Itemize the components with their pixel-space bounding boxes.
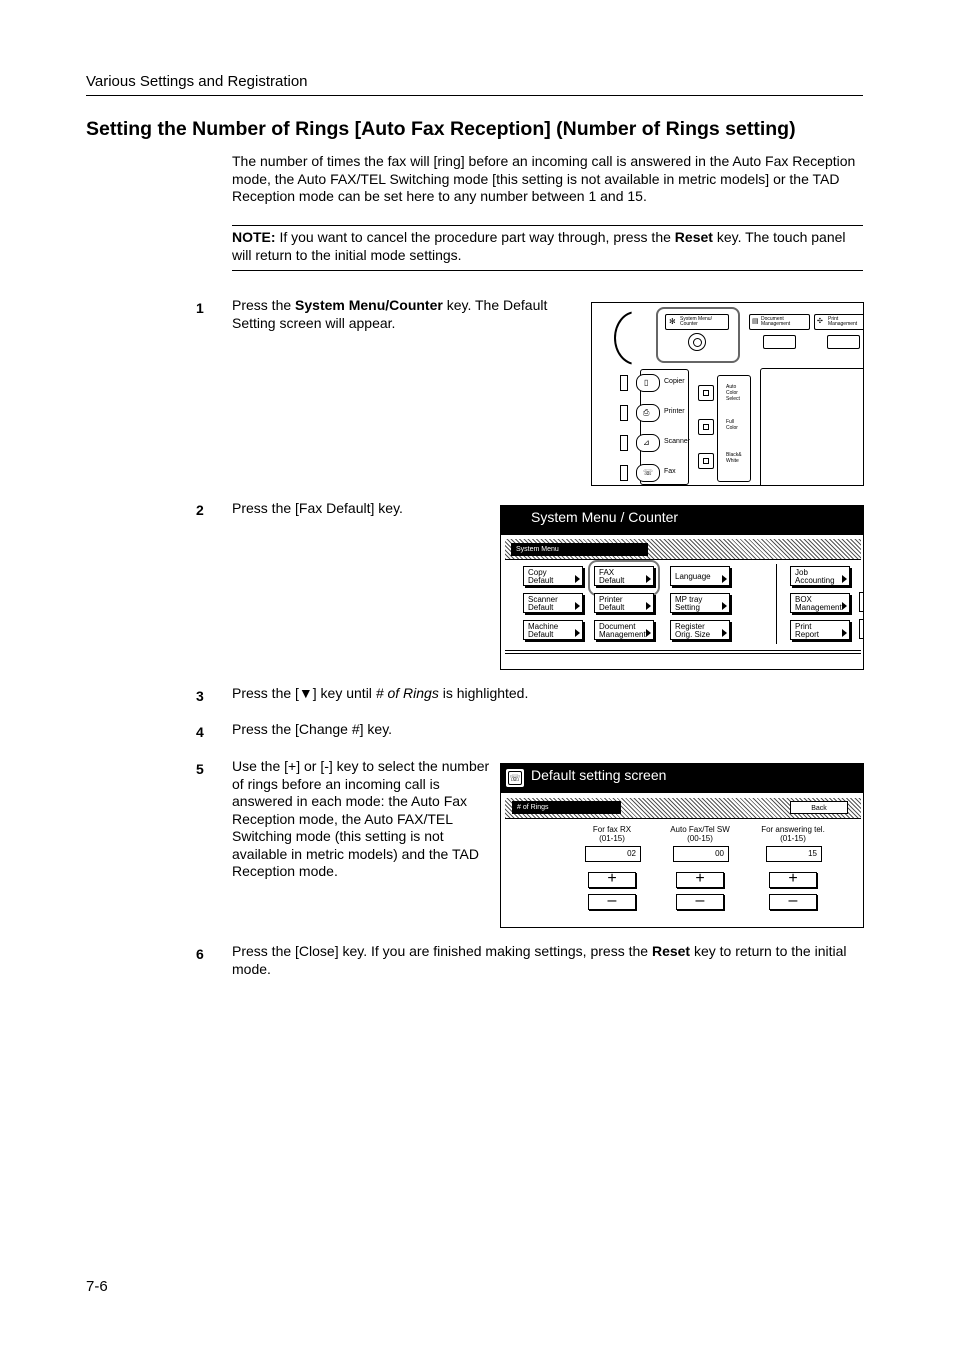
menu-key-label: Job Accounting xyxy=(795,568,835,585)
minus-button[interactable]: – xyxy=(676,894,724,910)
panel-arc xyxy=(614,311,658,365)
menu-divider xyxy=(776,564,777,644)
ring-count-value: 00 xyxy=(673,846,729,862)
copier-key[interactable] xyxy=(636,374,660,392)
step-number: 1 xyxy=(196,300,204,316)
arrow-right-icon xyxy=(575,602,580,610)
menu-key[interactable] xyxy=(523,620,583,640)
touch-panel-area xyxy=(760,368,864,486)
step-text: Use the [+] or [-] key to select the number of rings before an incoming call is answered in each mode: the Auto Fax Reception mode, the Auto FAX/TEL Switching mode (this setting is not available in metric models) and the TAD Reception mode. xyxy=(232,758,490,879)
menu-key-label: FAX Default xyxy=(599,568,625,585)
copier-label: Copier xyxy=(664,378,685,385)
step-text: Press the [Fax Default] key. xyxy=(232,500,403,516)
step-number: 4 xyxy=(196,724,204,740)
arrow-right-icon xyxy=(842,629,847,637)
step-key: System Menu/Counter xyxy=(295,297,443,313)
system-menu-counter-key[interactable] xyxy=(665,314,729,330)
scanner-icon: ⊿ xyxy=(643,438,650,447)
step-text: Press the [Change #] key. xyxy=(232,721,393,737)
print-icon: ✣ xyxy=(817,318,823,325)
system-menu-label: System Menu/ Counter xyxy=(680,316,712,327)
step-number: 6 xyxy=(196,946,204,962)
step-text-post: key. The Default Setting screen will appear. xyxy=(232,297,548,331)
fax-icon: ☏ xyxy=(643,468,654,477)
print-management-key[interactable] xyxy=(814,314,864,330)
full-color-key[interactable] xyxy=(698,419,714,435)
scanner-label: Scanner xyxy=(664,438,691,445)
menu-key[interactable] xyxy=(670,566,730,586)
menu-key-label: Printer Default xyxy=(599,595,625,612)
menu-key[interactable] xyxy=(594,620,654,640)
menu-key-label: Print Report xyxy=(795,622,820,639)
step-text-post: key to return to the initial mode. xyxy=(232,943,847,977)
ring-column-label: For fax RX (01-15) xyxy=(592,825,632,843)
step-text-pre: Press the [Close] key. If you are finished making settings, press the xyxy=(232,943,652,959)
screen-title: System Menu / Counter xyxy=(531,509,679,525)
step-text xyxy=(232,943,864,978)
menu-key[interactable] xyxy=(670,620,730,640)
note-block xyxy=(232,229,863,264)
printer-label: Printer xyxy=(664,408,685,415)
default-setting-screen xyxy=(500,763,864,928)
menu-key-label: Register Orig. Size xyxy=(675,622,711,639)
minus-button[interactable]: – xyxy=(588,894,636,910)
operation-panel-illustration xyxy=(591,302,864,486)
mode-indicator xyxy=(620,375,628,391)
menu-key-label: Language xyxy=(675,572,711,581)
arrow-right-icon xyxy=(722,602,727,610)
arrow-right-icon xyxy=(842,575,847,583)
menu-key-label: Document Management xyxy=(599,622,646,639)
auto-color-key[interactable] xyxy=(698,385,714,401)
tab-rule xyxy=(505,818,861,819)
indicator-circle xyxy=(688,333,706,351)
ring-column-label: Auto Fax/Tel SW (00-15) xyxy=(670,825,730,843)
fax-key[interactable] xyxy=(636,464,660,482)
printer-icon: ⎙ xyxy=(643,408,650,417)
minus-button[interactable]: – xyxy=(769,894,817,910)
note-key: Reset xyxy=(674,229,713,245)
note-label: NOTE: xyxy=(232,229,276,245)
fax-icon: ☏ xyxy=(506,769,524,787)
step-number: 2 xyxy=(196,502,204,518)
ring-count-value: 15 xyxy=(766,846,822,862)
menu-key[interactable] xyxy=(790,620,850,640)
step-text-post: is highlighted. xyxy=(438,685,529,701)
document-management-key[interactable] xyxy=(749,314,810,330)
menu-key[interactable] xyxy=(790,593,850,613)
tab-number-of-rings[interactable]: # of Rings xyxy=(512,801,621,814)
menu-key-label: BOX Management xyxy=(795,595,842,612)
note-bottom-rule xyxy=(232,270,863,271)
document-management-label: Document Management xyxy=(761,316,791,327)
arrow-right-icon xyxy=(646,602,651,610)
gear-icon: ✻ xyxy=(669,317,676,326)
arrow-right-icon xyxy=(646,629,651,637)
system-menu-screen xyxy=(500,505,864,670)
arrow-right-icon xyxy=(722,629,727,637)
ring-count-value: 02 xyxy=(585,846,641,862)
black-white-key[interactable] xyxy=(698,453,714,469)
menu-key[interactable] xyxy=(594,593,654,613)
step-number: 5 xyxy=(196,761,204,777)
mode-indicator xyxy=(620,465,628,481)
screen-title-bar xyxy=(501,764,863,793)
document-small-key[interactable] xyxy=(763,335,796,349)
tab-system-menu[interactable]: System Menu xyxy=(511,543,648,556)
printer-key[interactable] xyxy=(636,404,660,422)
menu-key-label: MP tray Setting xyxy=(675,595,703,612)
note-text-1: If you want to cancel the procedure part way through, press the xyxy=(275,229,675,245)
step-key: Reset xyxy=(651,943,691,959)
page-title: Setting the Number of Rings [Auto Fax Reception] (Number of Rings setting) xyxy=(86,118,796,140)
step-text-pre: Press the [▼] key until xyxy=(232,685,376,701)
running-header: Various Settings and Registration xyxy=(86,73,308,90)
screen-title-bar xyxy=(501,506,863,535)
arrow-right-icon xyxy=(575,575,580,583)
menu-key[interactable] xyxy=(790,566,850,586)
arrow-right-icon xyxy=(842,602,847,610)
arrow-right-icon xyxy=(575,629,580,637)
step-text xyxy=(232,685,832,703)
black-white-label: Black& White xyxy=(726,452,742,464)
plus-button[interactable]: + xyxy=(769,872,817,888)
full-color-label: Full Color xyxy=(726,419,738,431)
step-text xyxy=(232,297,567,332)
plus-button[interactable]: + xyxy=(676,872,724,888)
print-small-key[interactable] xyxy=(827,335,860,349)
header-rule xyxy=(86,95,863,96)
intro-paragraph: The number of times the fax will [ring] before an incoming call is answered in the Auto Fax Reception mode, the Auto FAX/TEL Switching mode [this setting is not available in metric models] or the TAD Reception mode can be set here to any number between 1 and 15. xyxy=(232,153,856,204)
step-item: # of Rings xyxy=(375,685,439,701)
auto-color-label: Auto Color Select xyxy=(726,384,740,402)
document-icon: ▤ xyxy=(752,318,759,325)
step-text-pre: Press the xyxy=(232,297,296,313)
mode-indicator xyxy=(620,435,628,451)
menu-key[interactable] xyxy=(523,566,583,586)
ring-column-label: For answering tel. (01-15) xyxy=(761,825,825,843)
back-button[interactable]: Back xyxy=(790,801,848,814)
step-number: 3 xyxy=(196,688,204,704)
note-top-rule xyxy=(232,225,863,226)
menu-key[interactable] xyxy=(594,566,654,586)
scroll-edge xyxy=(859,619,864,639)
menu-key-label: Machine Default xyxy=(528,622,559,639)
scanner-key[interactable] xyxy=(636,434,660,452)
menu-key-label: Scanner Default xyxy=(528,595,558,612)
menu-key[interactable] xyxy=(670,593,730,613)
fax-label: Fax xyxy=(664,468,676,475)
screen-bottom-rule xyxy=(505,653,861,654)
plus-button[interactable]: + xyxy=(588,872,636,888)
print-management-label: Print Management xyxy=(828,316,858,327)
page-number: 7-6 xyxy=(86,1278,108,1295)
scroll-edge xyxy=(859,592,864,612)
note-text-2: key. The touch panel will return to the initial mode settings. xyxy=(232,229,846,263)
menu-key[interactable] xyxy=(523,593,583,613)
arrow-right-icon xyxy=(646,575,651,583)
screen-title: Default setting screen xyxy=(531,767,667,783)
mode-indicator xyxy=(620,405,628,421)
arrow-right-icon xyxy=(722,575,727,583)
copier-icon: ▯ xyxy=(644,378,649,387)
menu-key-label: Copy Default xyxy=(528,568,554,585)
